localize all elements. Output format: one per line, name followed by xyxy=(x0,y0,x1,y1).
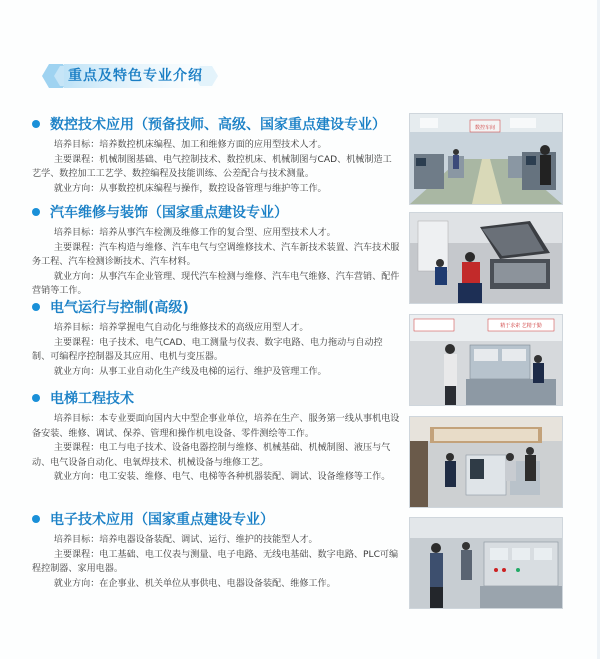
lab-slogan: 精于求索 艺精于勤 xyxy=(500,323,542,329)
section-line: 培养目标：培养从事汽车检测及维修工作的复合型、应用型技术人才。 xyxy=(53,228,336,238)
section-electronics xyxy=(32,508,400,591)
section-electrical xyxy=(32,296,400,379)
section-line: 就业方向：在企事业、机关单位从事供电、电器设备装配、维修工作。 xyxy=(53,578,336,589)
section-heading xyxy=(32,296,400,318)
section-line: 主要课程：机械制图基础、电气控制技术、数控机床、机械制图与CAD、机械制造工艺学、数控加工工艺学、数控编程及技能训练、公差配合与技术测量。 xyxy=(32,154,392,180)
bullet-icon xyxy=(32,208,40,216)
electronics-lab-photo xyxy=(409,517,563,609)
bullet-icon xyxy=(32,120,40,128)
elevator-training-photo xyxy=(409,416,563,508)
section-heading xyxy=(32,201,400,223)
section-line: 培养目标：培养掌握电气自动化与维修技术的高级应用型人才。 xyxy=(53,323,309,333)
section-heading xyxy=(32,387,400,409)
electrical-lab-photo xyxy=(409,314,563,406)
section-line: 主要课程：电工与电子技术、设备电器控制与维修、机械基础、机械制图、液压与气动、电气设备自动化、电氧焊技术、机械设备与维修工艺。 xyxy=(32,443,391,468)
section-title: 电气运行与控制(高级) xyxy=(50,300,189,316)
section-line: 就业方向：从事汽车企业管理、现代汽车检测与维修、汽车电气维修、汽车营销、配件营销等工作。 xyxy=(32,271,400,297)
section-line: 主要课程：汽车构造与维修、汽车电气与空调维修技术、汽车新技术装置、汽车技术服务工程、汽车检测诊断技术、汽车材料。 xyxy=(32,242,400,268)
bullet-icon xyxy=(32,394,40,402)
section-line: 主要课程：电子技术、电气CAD、电工测量与仪表、数字电路、电力拖动与自动控制、可编程序控制器及其应用、电机与变压器。 xyxy=(32,337,383,363)
section-line: 就业方向：从事工业自动化生产线及电梯的运行、维护及管理工作。 xyxy=(53,366,327,377)
cnc-workshop-photo xyxy=(409,113,563,205)
page-title: 重点及特色专业介绍 xyxy=(68,68,203,84)
section-title: 电子技术应用（国家重点建设专业） xyxy=(50,512,274,528)
section-heading xyxy=(32,508,400,530)
section-line: 培养目标：培养数控机床编程、加工和维修方面的应用型技术人才。 xyxy=(53,140,327,150)
bullet-icon xyxy=(32,303,40,311)
section-line: 培养目标：本专业要面向国内大中型企事业单位，培养在生产、服务第一线从事机电设备安装、维修、调试、保养、管理和操作机电设备、零件测绘等工作。 xyxy=(32,414,400,439)
section-elevator xyxy=(32,387,400,485)
section-heading xyxy=(32,113,400,135)
auto-repair-photo xyxy=(409,212,563,304)
section-title: 汽车维修与装饰（国家重点建设专业） xyxy=(50,205,288,221)
section-title: 数控技术应用（预备技师、高级、国家重点建设专业） xyxy=(50,117,386,133)
section-auto xyxy=(32,201,400,299)
section-title: 电梯工程技术 xyxy=(50,391,134,407)
bullet-icon xyxy=(32,515,40,523)
section-line: 培养目标：培养电器设备装配、调试、运行、维护的技能型人才。 xyxy=(53,535,318,545)
section-line: 就业方向：从事数控机床编程与操作，数控设备管理与维护等工作。 xyxy=(53,183,327,194)
workshop-sign: 数控车间 xyxy=(474,125,496,131)
section-line: 主要课程：电工基础、电工仪表与测量、电子电路、无线电基础、数字电路、PLC可编程控制器、家用电器。 xyxy=(32,549,399,575)
section-cnc xyxy=(32,113,400,196)
section-line: 就业方向：电工安装、维修、电气、电梯等各种机器装配、调试、设备维修等工作。 xyxy=(53,472,391,483)
